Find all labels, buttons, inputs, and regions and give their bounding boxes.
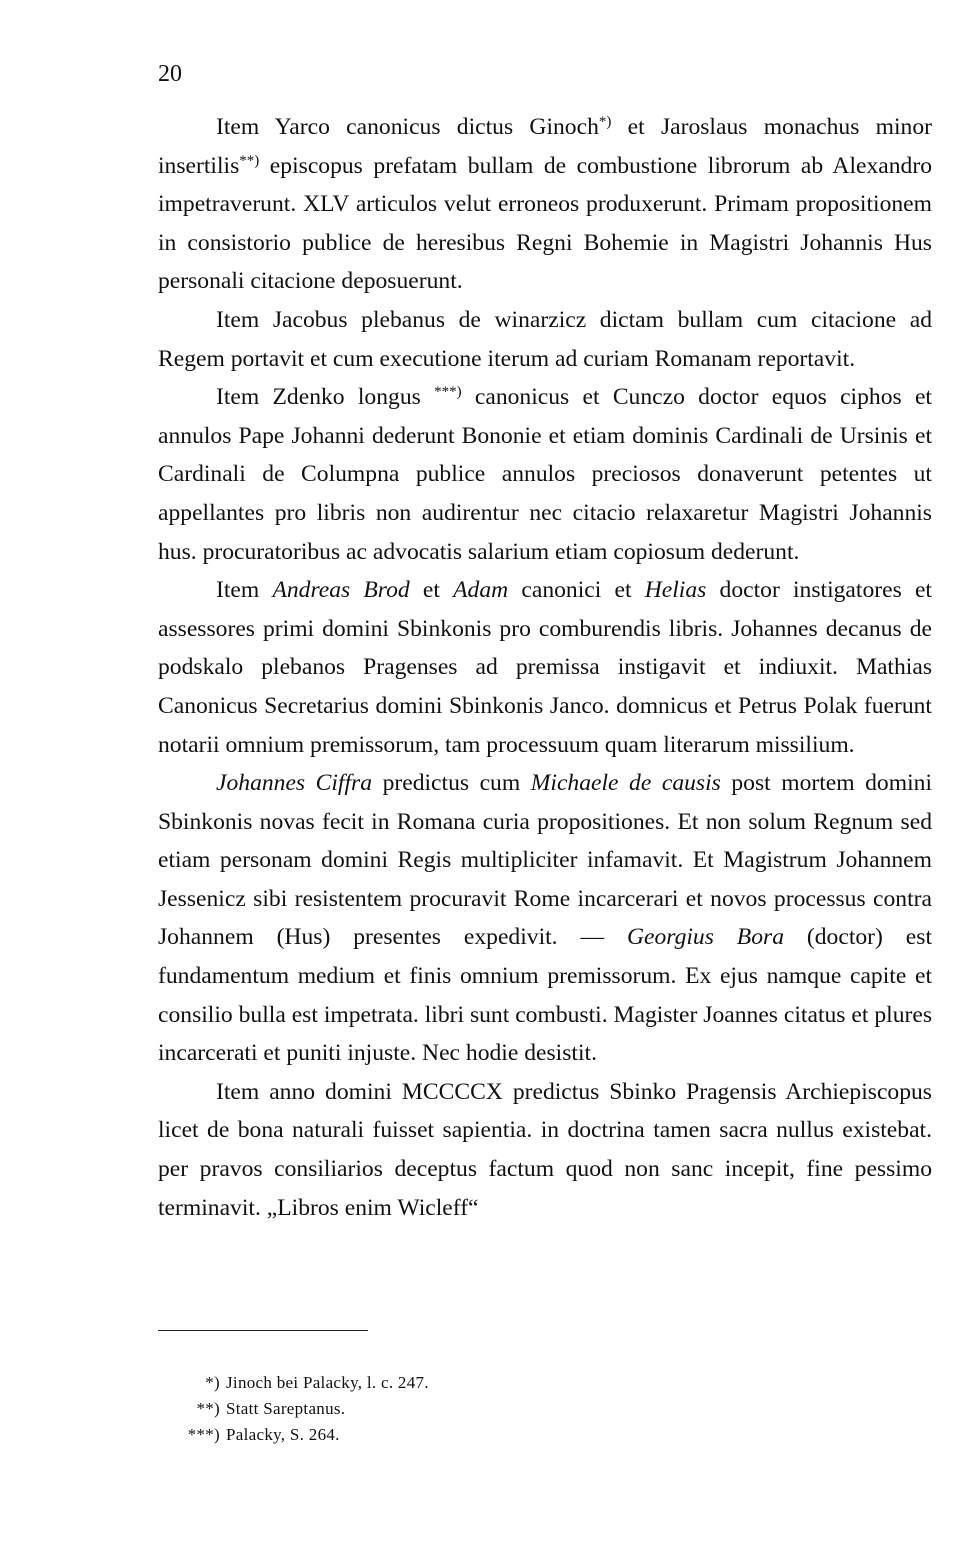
text-run: predictus cum — [372, 770, 531, 797]
text-run: canonici et — [508, 577, 645, 604]
paragraph — [158, 571, 932, 764]
italic-name: Johannes Ciffra — [216, 770, 373, 797]
text-run: et Jaroslaus monachus minor insertilis — [158, 114, 932, 179]
footnote-reference: ***) — [434, 384, 462, 401]
text-run: Item Zdenko longus — [216, 384, 435, 411]
italic-name: Georgius Bora — [626, 924, 784, 951]
text-run: doctor instigatores et assessores primi domini Sbinkonis pro comburendis libris. Johannes decanus de podskalo plebanos Pragenses ad premissa instigavit et indiuxit. Mathias Canonicus Secretarius domini Sbinkonis Janco. domnicus et Petrus Polak fuerunt notarii omnium premissorum, tam processuum quam literarum missilium. — [158, 577, 932, 758]
italic-name: Michaele de causis — [530, 770, 721, 797]
footnote-text: Palacky, S. 264. — [226, 1425, 340, 1444]
footnote-divider — [158, 1330, 368, 1331]
text-run: et — [409, 577, 454, 604]
footnote-text: Statt Sareptanus. — [226, 1399, 346, 1418]
text-run: (doctor) est fundamentum medium et finis omnium premissorum. Ex ejus namque capite et consilio bulla est impetrata. libri sunt combusti. Magister Joannes citatus et plures incarcerati et puniti injuste. Nec hodie desistit. — [158, 924, 932, 1067]
text-run: Item — [216, 577, 273, 604]
footnote-mark: **) — [196, 1399, 220, 1418]
text-run: Item Jacobus plebanus de winarzicz dictam bullam cum citacione ad Regem portavit et cum executione iterum ad curiam Romanam reportavit. — [158, 306, 932, 372]
paragraph — [158, 764, 932, 1073]
text-run: post mortem domini Sbinkonis novas fecit in Romana curia propositiones. Et non solum Regnum sed etiam personam domini Regis multipliciter infamavit. Et Magistrum Johannem Jessenicz sibi resistentem procuravit Rome incarcerari et novos processus contra Johannem (Hus) presentes expedivit. — — [158, 770, 932, 951]
text-run: Item anno domini MCCCCX predictus Sbinko Pragensis Archiepiscopus licet de bona naturali fuisset sapientia. in doctrina tamen sacra nullus existebat. per pravos consiliarios deceptus factum quod non sanc incepit, fine pessimo terminavit. „Libros enim Wicleff“ — [158, 1078, 932, 1221]
body-text — [158, 108, 932, 1227]
text-run: episcopus prefatam bullam de combustione librorum ab Alexandro impetraverunt. XLV articulos velut erroneos produxerunt. Primam propositionem in consistorio publice de heresibus Regni Bohemie in Magistri Johannis Hus personali citacione deposuerunt. — [158, 152, 932, 295]
paragraph — [158, 301, 932, 378]
italic-name: Andreas Brod — [272, 577, 410, 604]
footnote — [186, 1396, 886, 1422]
page-number: 20 — [158, 61, 182, 87]
footnote-text: Jinoch bei Palacky, l. c. 247. — [226, 1373, 429, 1392]
text-run: Item Yarco canonicus dictus Ginoch — [216, 114, 599, 140]
footnote — [186, 1422, 886, 1448]
footnote-reference: *) — [598, 114, 612, 130]
footnote — [186, 1370, 886, 1396]
footnote-mark: ***) — [187, 1425, 220, 1444]
paragraph — [158, 1073, 932, 1227]
italic-name: Helias — [644, 577, 707, 604]
footnote-reference: **) — [239, 152, 260, 169]
italic-name: Adam — [453, 577, 509, 604]
footnotes — [186, 1370, 886, 1448]
paragraph — [158, 108, 932, 301]
paragraph — [158, 378, 932, 571]
text-run: canonicus et Cunczo doctor equos ciphos et annulos Pape Johanni dederunt Bononie et etiam dominis Cardinali de Ursinis et Cardinali de Columpna publice annulos preciosos donaverunt petentes ut appellantes pro libris non audirentur nec citacio relaxaretur Magistri Johannis hus. procuratoribus ac advocatis salarium etiam copiosum dederunt. — [158, 384, 932, 565]
footnote-mark: *) — [205, 1373, 220, 1392]
